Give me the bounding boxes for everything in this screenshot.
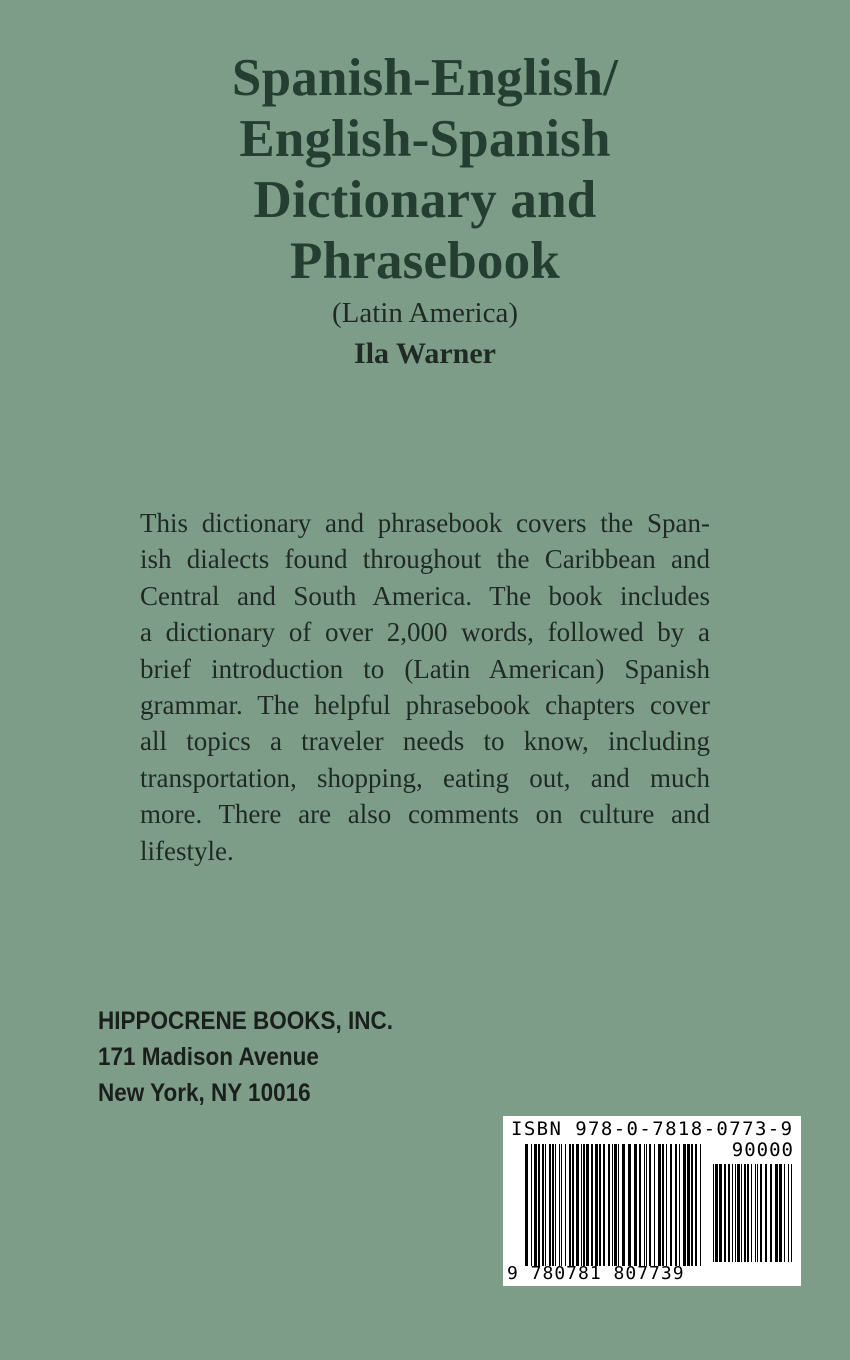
barcode-bar <box>683 1144 686 1266</box>
description-line: more. There are also comments on culture and <box>140 799 710 830</box>
barcode-bar <box>572 1144 574 1266</box>
barcode-bar <box>719 1164 722 1262</box>
description-line: ish dialects found throughout the Caribbean and <box>140 544 710 575</box>
barcode-bar <box>741 1164 742 1262</box>
barcode-bar <box>644 1144 645 1266</box>
description-line: all topics a traveler needs to know, including <box>140 726 710 757</box>
barcode-bar <box>614 1144 617 1266</box>
barcode-bar <box>760 1164 762 1262</box>
book-description <box>140 505 710 869</box>
barcode-bar <box>670 1144 672 1266</box>
barcode-bar <box>662 1144 664 1266</box>
barcode-bar <box>666 1144 667 1266</box>
publisher-street: 171 Madison Avenue <box>98 1043 319 1071</box>
barcode-bar <box>715 1164 718 1262</box>
barcode-bar <box>549 1144 551 1266</box>
publisher-address <box>98 1003 393 1111</box>
description-line: transportation, shopping, eating out, and much <box>140 762 710 793</box>
isbn-label: ISBN 978-0-7818-0773-9 <box>511 1118 794 1140</box>
barcode-bar <box>555 1144 556 1266</box>
publisher-name: HIPPOCRENE BOOKS, INC. <box>98 1007 394 1035</box>
barcode-bar <box>595 1144 598 1266</box>
description-line: This dictionary and phrasebook covers the Span- <box>140 508 710 538</box>
barcode-bar <box>603 1144 605 1266</box>
barcode-bar <box>691 1144 693 1266</box>
barcode-bar <box>545 1144 546 1266</box>
title-block <box>0 48 850 376</box>
barcode-bar <box>569 1144 571 1266</box>
isbn-barcode <box>503 1116 801 1286</box>
book-subtitle: (Latin America) <box>332 297 518 329</box>
barcode-bar <box>728 1164 730 1262</box>
book-title-line-1: Spanish-English/ <box>231 49 619 107</box>
description-line: brief introduction to (Latin American) Spanish <box>140 653 710 684</box>
barcode-bar <box>608 1144 610 1266</box>
author-name: Ila Warner <box>354 337 496 370</box>
ean-digits: 9 780781 807739 <box>507 1263 685 1284</box>
barcode-bar <box>687 1144 690 1266</box>
barcode-bar <box>649 1144 651 1266</box>
barcode-bar <box>634 1144 637 1266</box>
barcode-bar <box>583 1144 585 1266</box>
barcode-bar <box>788 1164 789 1262</box>
barcode-bar <box>531 1144 532 1266</box>
barcode-bar <box>581 1144 582 1266</box>
barcode-bar <box>744 1164 746 1262</box>
barcode-bar <box>747 1164 749 1262</box>
barcode-bar <box>732 1164 733 1262</box>
barcode-bar <box>770 1164 772 1262</box>
barcode-bar <box>591 1144 593 1266</box>
barcode-bar <box>700 1144 701 1266</box>
barcode-bar <box>675 1144 677 1266</box>
book-title-line-3: Dictionary and <box>253 171 597 229</box>
barcode-bar <box>639 1144 641 1266</box>
barcode-bar <box>618 1144 619 1266</box>
barcode-bar <box>779 1164 782 1262</box>
barcode-bar <box>757 1164 758 1262</box>
price-code: 90000 <box>731 1139 794 1161</box>
barcode-bar <box>525 1144 528 1266</box>
barcode-bar <box>552 1144 554 1266</box>
barcode-bar <box>713 1164 714 1262</box>
barcode-bar <box>724 1164 726 1262</box>
barcode-bar <box>559 1144 560 1266</box>
barcode-bar <box>534 1144 537 1266</box>
barcode-bar <box>622 1144 625 1266</box>
barcode-bar <box>565 1144 566 1266</box>
description-line: a dictionary of over 2,000 words, followed by a <box>140 617 710 648</box>
barcode-bar <box>679 1144 680 1266</box>
book-title-line-4: Phrasebook <box>290 232 560 290</box>
description-line: grammar. The helpful phrasebook chapters cover <box>140 690 710 721</box>
barcode-bar <box>599 1144 601 1266</box>
barcode-bar <box>542 1144 544 1266</box>
barcode-bar <box>628 1144 631 1266</box>
barcode-bar <box>576 1144 579 1266</box>
barcode-bar <box>658 1144 661 1266</box>
description-line: lifestyle. <box>140 835 234 866</box>
publisher-city: New York, NY 10016 <box>98 1079 311 1107</box>
barcode-bar <box>586 1144 589 1266</box>
barcode-bar <box>775 1164 778 1262</box>
barcode-bar <box>735 1164 736 1262</box>
barcode-bar <box>755 1164 756 1262</box>
barcode-bar <box>646 1144 647 1266</box>
barcode-bar <box>654 1144 655 1266</box>
description-line: Central and South America. The book includes <box>140 580 710 611</box>
barcode-bar <box>784 1164 785 1262</box>
barcode-bar <box>791 1164 792 1262</box>
book-title-line-2: English-Spanish <box>239 110 611 168</box>
barcode-bar <box>538 1144 540 1266</box>
barcode-bar <box>765 1164 767 1262</box>
barcode-bar <box>695 1144 697 1266</box>
barcode-bar <box>751 1164 752 1262</box>
barcode-bar <box>612 1144 613 1266</box>
barcode-bar <box>737 1164 740 1262</box>
barcode-bar <box>561 1144 562 1266</box>
